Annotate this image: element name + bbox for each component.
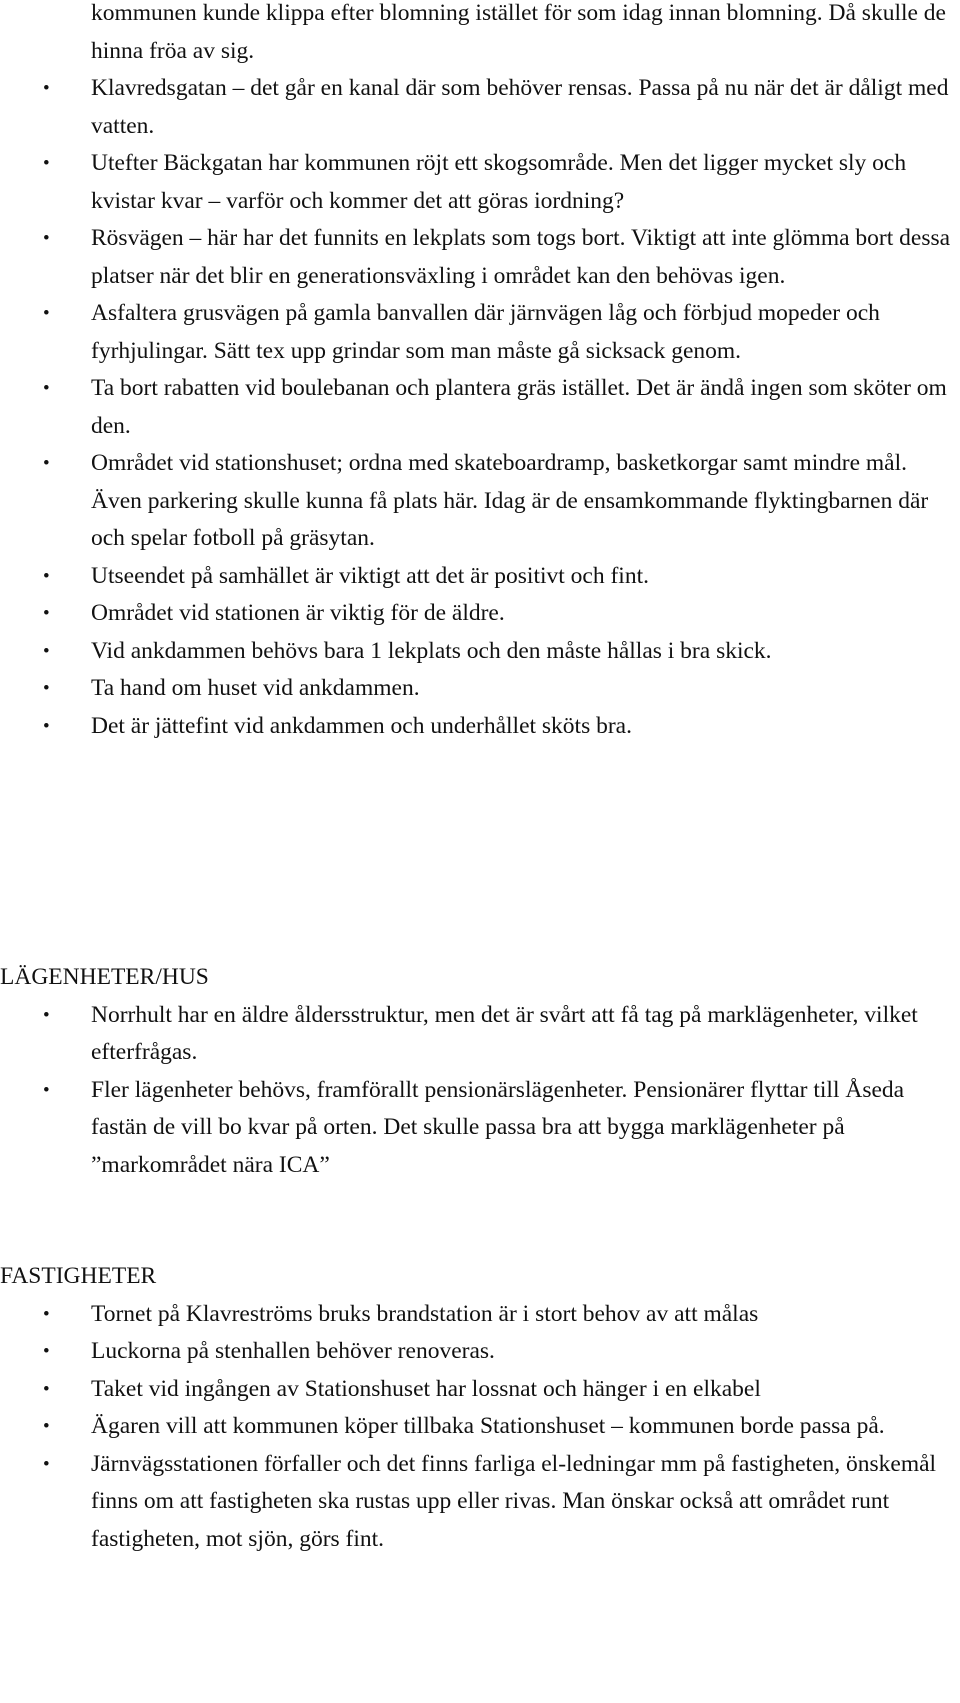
list-item-text: Ägaren vill att kommunen köper tillbaka Stationshuset – kommunen borde passa på. bbox=[91, 1413, 885, 1439]
list-item-text: Tornet på Klavreströms bruks brandstation är i stort behov av att målas bbox=[91, 1300, 759, 1327]
list-item-text: Ta bort rabatten vid boulebanan och plantera gräs istället. Det är ändå ingen som sköter om den. bbox=[91, 375, 947, 439]
bullet-icon: • bbox=[43, 153, 50, 174]
properties-bullet-list bbox=[0, 1296, 960, 1559]
list-item-text: Rösvägen – här har det funnits en lekplats som togs bort. Viktigt att inte glömma bort dessa platser när det blir en generationsväxling i området kan den behövas igen. bbox=[91, 225, 951, 289]
list-item-text: Klavredsgatan – det går en kanal där som behöver rensas. Passa på nu när det är dåligt med vatten. bbox=[91, 75, 949, 139]
list-item-text: Järnvägsstationen förfaller och det finns farliga el-ledningar mm på fastigheten, önskemål finns om att fastigheten ska rustas upp eller rivas. Man önskar också att området runt fastigheten, mot sjön, görs fint. bbox=[91, 1450, 937, 1552]
bullet-icon: • bbox=[43, 303, 50, 324]
list-item bbox=[0, 1072, 960, 1185]
bullet-icon: • bbox=[43, 1453, 50, 1475]
list-item bbox=[0, 997, 960, 1072]
bullet-icon: • bbox=[43, 453, 50, 474]
bullet-icon: • bbox=[43, 603, 50, 624]
list-item bbox=[0, 1446, 960, 1559]
bullet-icon: • bbox=[43, 565, 50, 587]
list-item bbox=[0, 1408, 960, 1446]
section-properties bbox=[0, 1258, 960, 1558]
bullet-icon: • bbox=[43, 1378, 50, 1400]
list-item bbox=[0, 1333, 960, 1371]
bullet-icon: • bbox=[43, 640, 50, 662]
continued-item-text: kommunen kunde klippa efter blomning istället för som idag innan blomning. Då skulle de hinna fröa av sig. bbox=[91, 0, 946, 64]
bullet-icon: • bbox=[43, 1303, 50, 1325]
list-item bbox=[0, 445, 960, 558]
bullet-icon: • bbox=[43, 1341, 50, 1362]
list-item-text: Ta hand om huset vid ankdammen. bbox=[91, 675, 420, 701]
list-item-text: Området vid stationen är viktig för de äldre. bbox=[91, 600, 505, 626]
section-heading-housing: LÄGENHETER/HUS bbox=[0, 964, 209, 990]
bullet-icon: • bbox=[43, 1079, 50, 1101]
bullet-icon: • bbox=[43, 228, 50, 249]
environment-bullet-list bbox=[0, 70, 960, 745]
list-item-text: Vid ankdammen behövs bara 1 lekplats och den måste hållas i bra skick. bbox=[91, 637, 772, 664]
housing-bullet-list bbox=[0, 997, 960, 1185]
bullet-icon: • bbox=[43, 1416, 50, 1437]
list-item bbox=[0, 1296, 960, 1334]
list-item-text: Norrhult har en äldre åldersstruktur, men det är svårt att få tag på marklägenheter, vilket efterfrågas. bbox=[91, 1001, 918, 1065]
bullet-icon: • bbox=[43, 1004, 50, 1026]
list-item bbox=[0, 220, 960, 295]
list-item bbox=[0, 145, 960, 220]
list-item bbox=[0, 70, 960, 145]
section-housing bbox=[0, 959, 960, 1184]
list-item bbox=[0, 633, 960, 671]
section-heading-properties: FASTIGHETER bbox=[0, 1263, 157, 1289]
bullet-icon: • bbox=[43, 378, 50, 399]
list-item-text: Utefter Bäckgatan har kommunen röjt ett skogsområde. Men det ligger mycket sly och kvistar kvar – varför och kommer det att göras iordning? bbox=[91, 150, 907, 214]
list-item-text: Luckorna på stenhallen behöver renoveras. bbox=[91, 1338, 495, 1364]
list-item-text: Fler lägenheter behövs, framförallt pensionärslägenheter. Pensionärer flyttar till Åseda fastän de vill bo kvar på orten. Det skulle passa bra att bygga marklägenheter på ”markområdet nära ICA” bbox=[91, 1076, 905, 1178]
list-item bbox=[0, 670, 960, 708]
section-environment-list bbox=[0, 0, 960, 745]
list-item-text: Asfaltera grusvägen på gamla banvallen där järnvägen låg och förbjud mopeder och fyrhjulingar. Sätt tex upp grindar som man måste gå sicksack genom. bbox=[91, 300, 880, 364]
list-item bbox=[0, 295, 960, 370]
list-item bbox=[0, 1371, 960, 1409]
bullet-icon: • bbox=[43, 715, 50, 737]
list-item bbox=[0, 370, 960, 445]
bullet-icon: • bbox=[43, 678, 50, 699]
list-item-text: Utseendet på samhället är viktigt att det är positivt och fint. bbox=[91, 562, 649, 589]
list-item-text: Taket vid ingången av Stationshuset har lossnat och hänger i en elkabel bbox=[91, 1375, 761, 1402]
bullet-icon: • bbox=[43, 78, 50, 99]
list-item bbox=[0, 708, 960, 746]
list-item bbox=[0, 558, 960, 596]
list-item bbox=[0, 595, 960, 633]
continued-list-item bbox=[0, 0, 960, 70]
list-item-text: Området vid stationshuset; ordna med skateboardramp, basketkorgar samt mindre mål. Även parkering skulle kunna få plats här. Idag är de ensamkommande flyktingbarnen där och spelar fotboll på gräsytan. bbox=[91, 450, 929, 551]
list-item-text: Det är jättefint vid ankdammen och underhållet sköts bra. bbox=[91, 712, 632, 739]
